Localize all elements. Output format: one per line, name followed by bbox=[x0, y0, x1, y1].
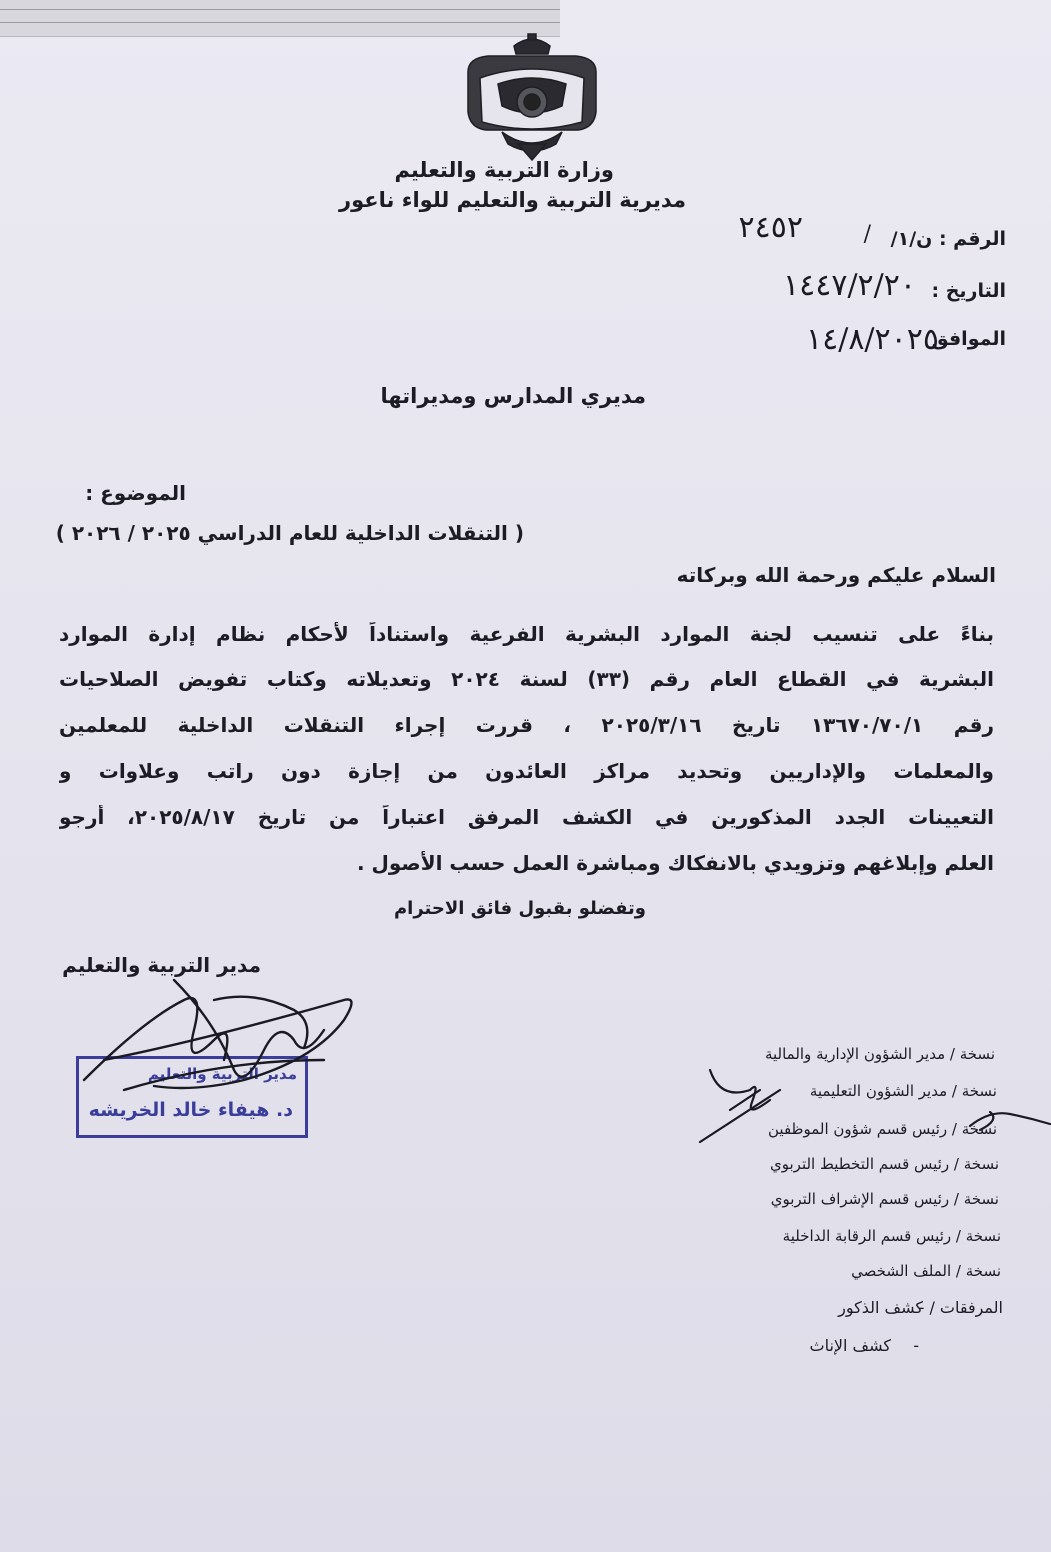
date-gregorian-value: ١٤/٨/٢٠٢٥ bbox=[805, 322, 939, 357]
official-stamp bbox=[76, 1056, 308, 1138]
greeting: السلام عليكم ورحمة الله وبركاته bbox=[676, 563, 996, 587]
body-line-6: العلم وإبلاغهم وتزويدي بالانفكاك ومباشرة العمل حسب الأصول . bbox=[356, 851, 994, 875]
body-line-3: رقم ١٣٦٧٠/٧٠/١ تاريخ ٢٠٢٥/٣/١٦ ، قررت إجراء التنقلات الداخلية للمعلمين bbox=[59, 713, 994, 737]
body-line-5: التعيينات الجدد المذكورين في الكشف المرفق اعتباراً من تاريخ ٢٠٢٥/٨/١٧، أرجو bbox=[59, 805, 994, 829]
cc-line: نسخة / رئيس قسم الإشراف التربوي bbox=[770, 1190, 999, 1208]
stamp-name: د. هيفاء خالد الخريشه bbox=[88, 1099, 293, 1121]
cc-line: نسخة / الملف الشخصي bbox=[851, 1262, 1001, 1280]
attachment-dash: - bbox=[913, 1336, 919, 1355]
addressee: مديري المدارس ومديراتها bbox=[380, 384, 646, 408]
cc-line: نسخة / مدير الشؤون التعليمية bbox=[809, 1082, 997, 1100]
reference-number-label: الرقم : ن/١/ bbox=[890, 228, 1006, 250]
ministry-name: وزارة التربية والتعليم bbox=[394, 158, 614, 182]
directorate-name: مديرية التربية والتعليم للواء ناعور bbox=[339, 188, 686, 212]
closing-line: وتفضلو بقبول فائق الاحترام bbox=[393, 898, 646, 919]
date-hijri-label: التاريخ : bbox=[931, 280, 1006, 302]
stamp-title: مدير التربية والتعليم bbox=[147, 1065, 297, 1083]
body-line-2: البشرية في القطاع العام رقم (٣٣) لسنة ٢٠٢٤ وتعديلاته وكتاب تفويض الصلاحيات bbox=[59, 667, 994, 691]
cc-line: نسخة / مدير الشؤون الإدارية والمالية bbox=[764, 1045, 995, 1063]
cc-line: نسخة / رئيس قسم التخطيط التربوي bbox=[770, 1155, 999, 1173]
date-hijri-value: ١٤٤٧/٢/٢٠ bbox=[782, 268, 916, 303]
subject-label: الموضوع : bbox=[85, 481, 186, 505]
reference-number-separator: / bbox=[863, 222, 871, 247]
attachment-item: كشف الذكور bbox=[838, 1298, 923, 1317]
attachment-item: كشف الإناث bbox=[809, 1336, 891, 1355]
date-gregorian-label: الموافق bbox=[931, 328, 1006, 350]
body-line-4: والمعلمات والإداريين وتحديد مراكز العائدون من إجازة دون راتب وعلاوات و bbox=[59, 759, 994, 783]
cc-line: نسخة / رئيس قسم شؤون الموظفين bbox=[768, 1120, 997, 1138]
attachments-label: المرفقات / - bbox=[918, 1298, 1003, 1317]
cc-line: نسخة / رئيس قسم الرقابة الداخلية bbox=[782, 1227, 1001, 1245]
coat-of-arms-icon bbox=[458, 32, 606, 162]
body-line-1: بناءً على تنسيب لجنة الموارد البشرية الفرعية واستناداً لأحكام نظام إدارة الموارد bbox=[59, 622, 994, 646]
signatory-title: مدير التربية والتعليم bbox=[62, 953, 261, 977]
subject-line: ( التنقلات الداخلية للعام الدراسي ٢٠٢٥ / ٢٠٢٦ ) bbox=[55, 521, 524, 545]
reference-number-value: ٢٤٥٢ bbox=[738, 210, 803, 245]
